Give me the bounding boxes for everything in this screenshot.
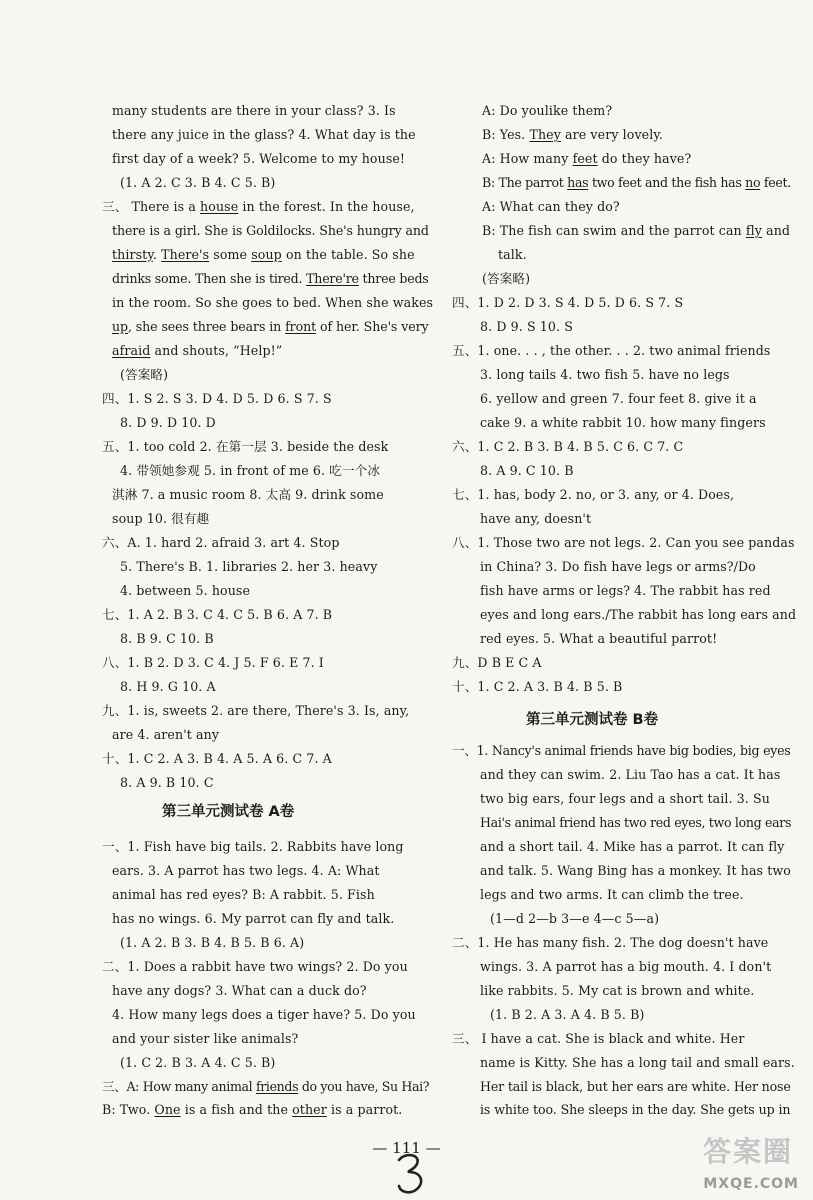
right-text-line: B: The fish can swim and the parrot can fly and bbox=[482, 223, 791, 238]
right-text-line: in China? 3. Do fish have legs or arms?/Do bbox=[480, 559, 756, 574]
left-text-line: 5. There's B. 1. libraries 2. her 3. heavy bbox=[120, 559, 378, 574]
right-text-line: 六、1. C 2. B 3. B 4. B 5. C 6. C 7. C bbox=[452, 439, 684, 454]
right-text-line: (答案略) bbox=[482, 271, 531, 286]
left-text-line: 九、1. is, sweets 2. are there, There's 3. Is, any, bbox=[102, 703, 410, 718]
right-text-line: red eyes. 5. What a beautiful parrot! bbox=[480, 631, 718, 646]
right-text-line: 一、1. Nancy's animal friends have big bodies, big eyes bbox=[452, 743, 791, 758]
left-text-line: in the room. So she goes to bed. When she wakes bbox=[112, 295, 434, 310]
left-text-line: (1. A 2. B 3. B 4. B 5. B 6. A) bbox=[120, 935, 305, 950]
left-text-line: 8. H 9. G 10. A bbox=[120, 679, 216, 694]
left-text-line: B: Two. One is a fish and the other is a parrot. bbox=[102, 1102, 403, 1117]
left-text-line: 三、A: How many animal friends do you have, Su Hai? bbox=[102, 1079, 430, 1094]
right-text-line: 8. D 9. S 10. S bbox=[480, 319, 573, 334]
right-text-line: name is Kitty. She has a long tail and small ears. bbox=[480, 1055, 795, 1070]
left-text-line: and your sister like animals? bbox=[112, 1031, 299, 1046]
left-text-line: many students are there in your class? 3. Is bbox=[112, 103, 396, 118]
left-text-line: 8. B 9. C 10. B bbox=[120, 631, 214, 646]
left-text-line: 4. between 5. house bbox=[120, 583, 251, 598]
right-text-line: wings. 3. A parrot has a big mouth. 4. I don't bbox=[480, 959, 772, 974]
right-text-line: have any, doesn't bbox=[480, 511, 592, 526]
left-text-line: (1. A 2. C 3. B 4. C 5. B) bbox=[120, 175, 276, 190]
right-text-line: is white too. She sleeps in the day. She gets up in bbox=[480, 1102, 791, 1117]
left-text-line: there any juice in the glass? 4. What day is the bbox=[112, 127, 416, 142]
right-text-line: A: What can they do? bbox=[482, 199, 620, 214]
left-text-line: 五、1. too cold 2. 在第一层 3. beside the desk bbox=[102, 439, 389, 454]
right-text-line: 九、D B E C A bbox=[452, 655, 542, 670]
watermark-url: MXQE.COM bbox=[703, 1176, 799, 1192]
right-text-line: A: Do youlike them? bbox=[482, 103, 613, 118]
right-text-line: 三、 I have a cat. She is black and white. Her bbox=[452, 1031, 745, 1046]
right-text-line: 七、1. has, body 2. no, or 3. any, or 4. Does, bbox=[452, 487, 735, 502]
right-text-line: (1—d 2—b 3—e 4—c 5—a) bbox=[490, 911, 660, 926]
left-text-line: 8. D 9. D 10. D bbox=[120, 415, 216, 430]
left-text-line: thirsty. There's some soup on the table. So she bbox=[112, 247, 415, 262]
right-text-line: Her tail is black, but her ears are white. Her nose bbox=[480, 1079, 791, 1094]
left-text-line: 一、1. Fish have big tails. 2. Rabbits have long bbox=[102, 839, 404, 854]
right-text-line: legs and two arms. It can climb the tree. bbox=[480, 887, 744, 902]
right-text-line: (1. B 2. A 3. A 4. B 5. B) bbox=[490, 1007, 645, 1022]
section-heading-unit3-a: 第三单元测试卷 A卷 bbox=[162, 804, 295, 820]
right-text-line: B: Yes. They are very lovely. bbox=[482, 127, 663, 142]
left-text-line: 4. How many legs does a tiger have? 5. Do you bbox=[112, 1007, 416, 1022]
right-text-line: A: How many feet do they have? bbox=[482, 151, 692, 166]
section-heading-unit3-b: 第三单元测试卷 B卷 bbox=[526, 712, 659, 728]
right-text-line: talk. bbox=[498, 247, 527, 262]
right-text-line: and talk. 5. Wang Bing has a monkey. It has two bbox=[480, 863, 791, 878]
left-text-line: ears. 3. A parrot has two legs. 4. A: What bbox=[112, 863, 380, 878]
right-text-line: fish have arms or legs? 4. The rabbit has red bbox=[480, 583, 771, 598]
left-text-line: 8. A 9. B 10. C bbox=[120, 775, 214, 790]
left-text-line: 淇淋 7. a music room 8. 太高 9. drink some bbox=[112, 487, 384, 502]
right-text-line: 五、1. one. . . , the other. . . 2. two animal friends bbox=[452, 343, 771, 358]
right-text-line: 8. A 9. C 10. B bbox=[480, 463, 574, 478]
left-text-line: 八、1. B 2. D 3. C 4. J 5. F 6. E 7. I bbox=[102, 655, 324, 670]
right-text-line: cake 9. a white rabbit 10. how many fingers bbox=[480, 415, 766, 430]
handwritten-mark-icon bbox=[391, 1150, 431, 1196]
right-text-line: 八、1. Those two are not legs. 2. Can you see pandas bbox=[452, 535, 795, 550]
left-text-line: are 4. aren't any bbox=[112, 727, 220, 742]
right-text-line: B: The parrot has two feet and the fish has no feet. bbox=[482, 175, 791, 190]
right-text-line: like rabbits. 5. My cat is brown and white. bbox=[480, 983, 755, 998]
left-text-line: drinks some. Then she is tired. There're three beds bbox=[112, 271, 429, 286]
left-text-line: (答案略) bbox=[120, 367, 169, 382]
right-text-line: 3. long tails 4. two fish 5. have no legs bbox=[480, 367, 730, 382]
left-text-line: 六、A. 1. hard 2. afraid 3. art 4. Stop bbox=[102, 535, 340, 550]
left-text-line: 三、 There is a house in the forest. In the house, bbox=[102, 199, 415, 214]
right-text-line: 十、1. C 2. A 3. B 4. B 5. B bbox=[452, 679, 623, 694]
right-text-line: 四、1. D 2. D 3. S 4. D 5. D 6. S 7. S bbox=[452, 295, 684, 310]
left-text-line: 4. 带领她参观 5. in front of me 6. 吃一个冰 bbox=[120, 463, 381, 478]
left-text-line: there is a girl. She is Goldilocks. She's hungry and bbox=[112, 223, 429, 238]
page-number: — 111 — bbox=[372, 1139, 441, 1157]
left-text-line: 七、1. A 2. B 3. C 4. C 5. B 6. A 7. B bbox=[102, 607, 333, 622]
left-text-line: first day of a week? 5. Welcome to my house! bbox=[112, 151, 406, 166]
left-text-line: up, she sees three bears in front of her. She's very bbox=[112, 319, 429, 334]
watermark-logo: 答案圈 bbox=[702, 1135, 793, 1168]
left-text-line: 四、1. S 2. S 3. D 4. D 5. D 6. S 7. S bbox=[102, 391, 332, 406]
right-text-line: Hai's animal friend has two red eyes, two long ears bbox=[480, 815, 792, 830]
left-text-line: have any dogs? 3. What can a duck do? bbox=[112, 983, 367, 998]
left-text-line: animal has red eyes? B: A rabbit. 5. Fish bbox=[112, 887, 375, 902]
right-text-line: eyes and long ears./The rabbit has long ears and bbox=[480, 607, 797, 622]
right-text-line: two big ears, four legs and a short tail. 3. Su bbox=[480, 791, 770, 806]
left-text-line: 十、1. C 2. A 3. B 4. A 5. A 6. C 7. A bbox=[102, 751, 332, 766]
right-text-line: and they can swim. 2. Liu Tao has a cat. It has bbox=[480, 767, 781, 782]
left-text-line: (1. C 2. B 3. A 4. C 5. B) bbox=[120, 1055, 276, 1070]
left-text-line: 二、1. Does a rabbit have two wings? 2. Do you bbox=[102, 959, 408, 974]
left-text-line: afraid and shouts, “Help!” bbox=[112, 343, 283, 358]
right-text-line: 6. yellow and green 7. four feet 8. give it a bbox=[480, 391, 757, 406]
right-text-line: and a short tail. 4. Mike has a parrot. It can fly bbox=[480, 839, 785, 854]
right-text-line: 二、1. He has many fish. 2. The dog doesn't have bbox=[452, 935, 769, 950]
left-text-line: soup 10. 很有趣 bbox=[112, 511, 210, 526]
left-text-line: has no wings. 6. My parrot can fly and talk. bbox=[112, 911, 395, 926]
